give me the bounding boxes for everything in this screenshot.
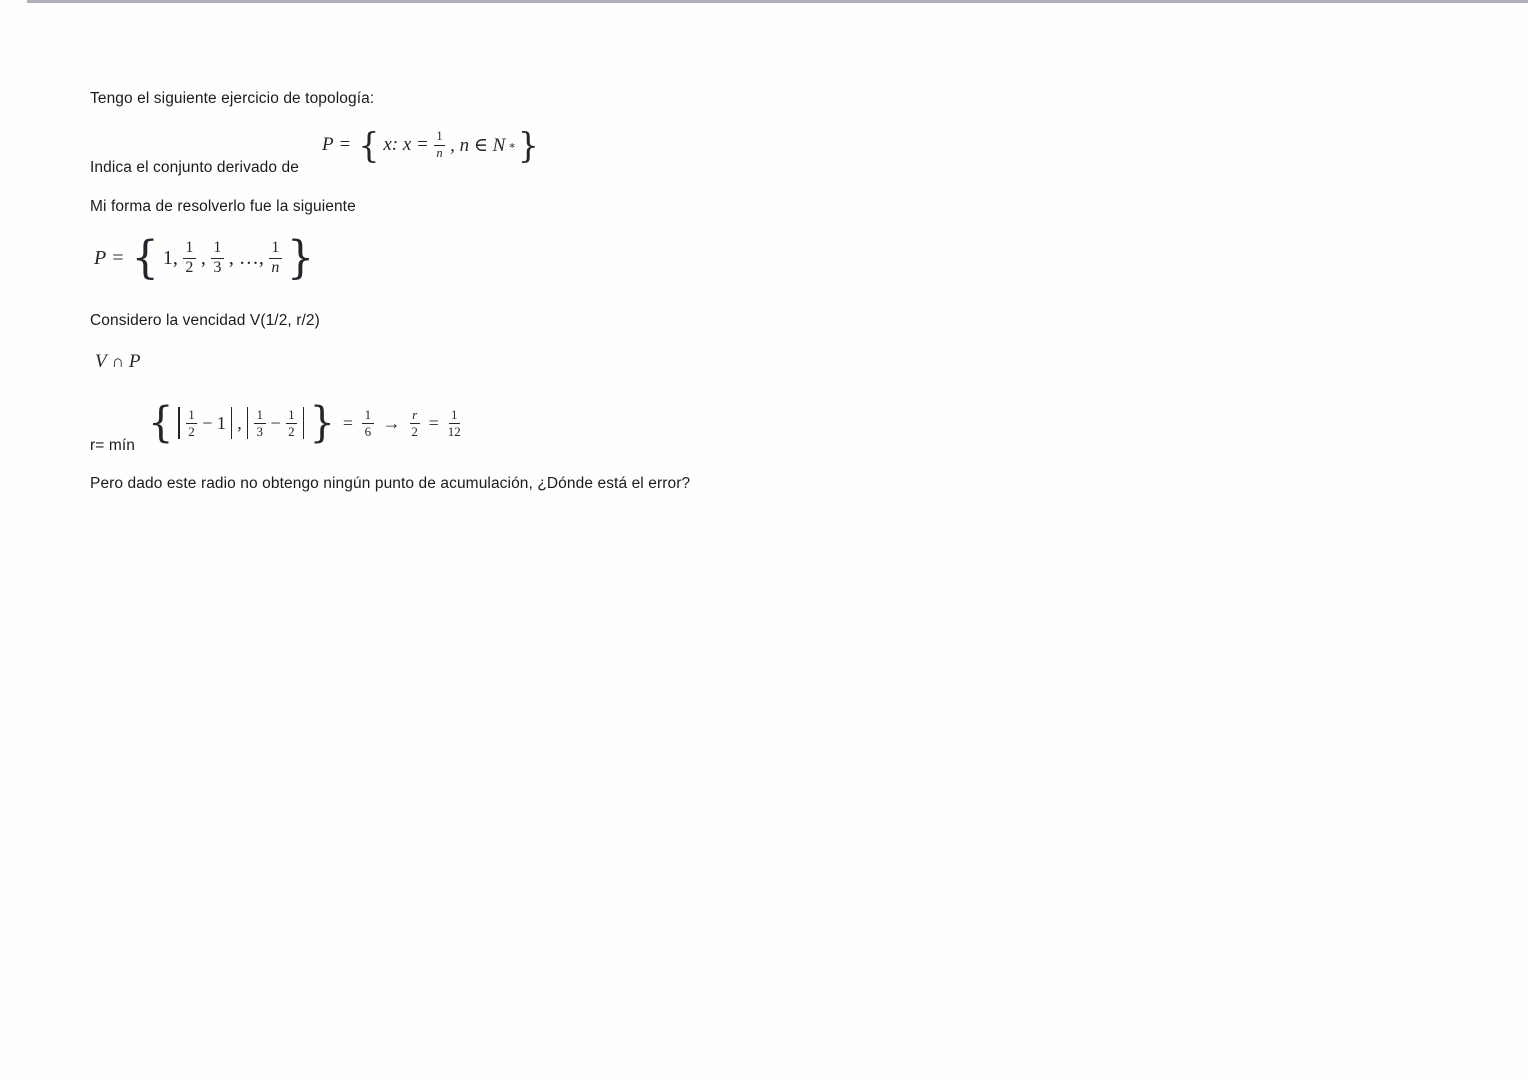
equals-sign: = — [112, 246, 124, 269]
minus-one: − 1 — [202, 412, 226, 433]
top-border-line — [27, 0, 1528, 3]
close-brace: } — [286, 231, 315, 284]
close-brace: } — [517, 124, 539, 166]
formula-intersection — [95, 350, 141, 374]
fraction-1-over-2: $\frac{1}{2}$ — [286, 408, 298, 438]
task-text: Indica el conjunto derivado de — [90, 159, 299, 176]
equals-sign: = — [342, 412, 354, 433]
abs-bar — [247, 407, 248, 439]
fraction-1-over-12: $\frac{1}{12}$ — [447, 406, 461, 439]
fraction-1-over-n: $\frac{1}{n}$ — [434, 130, 445, 159]
r-min-prefix: r= mín — [90, 437, 135, 454]
math-var-p: P — [128, 351, 141, 372]
arrow-icon: → — [382, 412, 401, 433]
method-text: Mi forma de resolverlo fue la siguiente — [90, 198, 356, 215]
intersection-symbol: ∩ — [111, 352, 124, 371]
math-term-one: 1, — [162, 246, 178, 269]
open-brace: { — [148, 398, 174, 448]
formula-set-elements — [94, 233, 316, 283]
formula-min-radius — [146, 399, 464, 447]
math-var-v: V — [95, 351, 107, 372]
open-brace: { — [131, 231, 159, 284]
fraction-1-over-3: $\frac{1}{3}$ — [211, 240, 224, 277]
fraction-1-over-3: $\frac{1}{3}$ — [254, 408, 266, 438]
comma: , — [237, 412, 242, 433]
formula-set-definition — [322, 124, 541, 166]
abs-bar — [231, 407, 232, 439]
question-text: Pero dado este radio no obtengo ningún punto de acumulación, ¿Dónde está el error? — [90, 475, 691, 492]
abs-bar — [303, 407, 304, 439]
fraction-1-over-2: $\frac{1}{2}$ — [186, 408, 198, 438]
equals-sign: = — [339, 134, 351, 155]
math-membership: , n ∈ N — [450, 134, 506, 156]
abs-bar — [178, 407, 179, 439]
fraction-1-over-n: $\frac{1}{n}$ — [269, 240, 282, 277]
equals-sign: = — [428, 412, 439, 433]
comma: , — [200, 246, 206, 269]
close-brace: } — [309, 398, 335, 448]
fraction-1-over-6: $\frac{1}{6}$ — [362, 408, 374, 438]
neighborhood-text: Considero la vencidad V(1/2, r/2) — [90, 312, 320, 329]
ellipsis: , …, — [228, 246, 264, 269]
open-brace: { — [358, 124, 380, 166]
fraction-1-over-2: $\frac{1}{2}$ — [183, 240, 196, 277]
math-var-p: P — [94, 246, 107, 269]
asterisk-superscript: ∗ — [508, 139, 516, 152]
intro-text: Tengo el siguiente ejercicio de topología: — [90, 90, 375, 107]
minus-sign: − — [270, 412, 281, 433]
fraction-r-over-2: $\frac{r}{2}$ — [411, 406, 418, 439]
math-var-p: P — [322, 134, 334, 155]
math-condition: x: x = — [383, 134, 429, 155]
